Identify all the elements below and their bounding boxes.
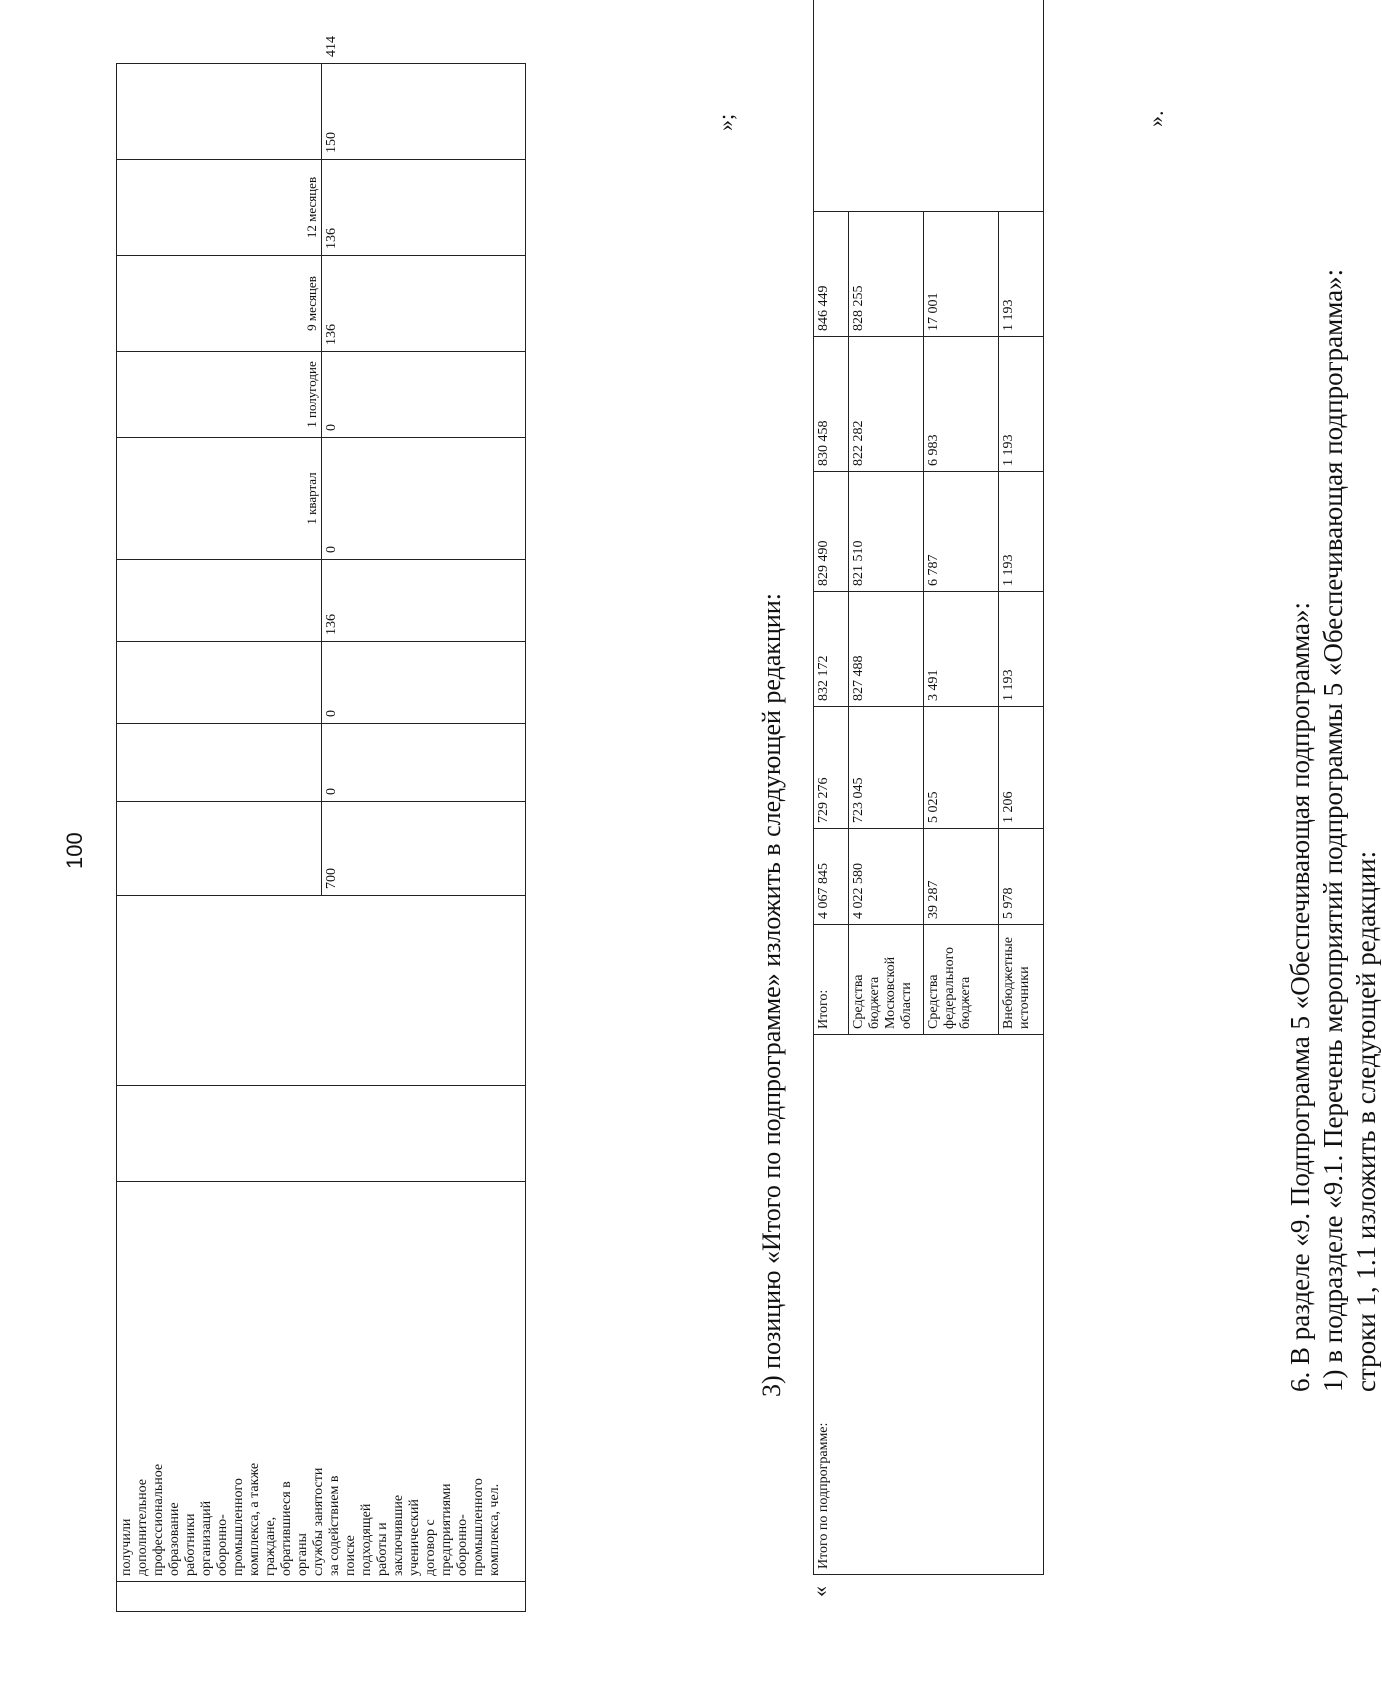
indicator-table: получили дополнительное профессиональное образование работники организаций оборонно- промышленного комплекса, а также граждане, обратившиеся в органы службы занятости за содействием в поиске подходящей работы и заключившие ученический договор с предприятиями оборонно- промышленного комплекса, чел. 1 квартал 1 полугодие 9 месяцев 12 месяцев 700 0 0 136 0 0 136 136 150 414 — [116, 63, 526, 1612]
table2-closing-mark: ». — [1143, 110, 1168, 127]
value-cell: 729 276 — [814, 707, 849, 829]
header-12m: 12 месяцев — [117, 160, 322, 256]
table-cell — [117, 802, 322, 896]
subprogram-label: Итого по подпрограмме: — [814, 1035, 1044, 1575]
table-cell — [117, 896, 526, 1086]
source-cell: Средства федерального бюджета — [924, 925, 999, 1035]
value-cell: 827 488 — [849, 592, 924, 707]
header-9m: 9 месяцев — [117, 256, 322, 352]
value-cell: 5 025 — [924, 707, 999, 829]
value-cell: 4 022 580 — [849, 829, 924, 925]
subprogram-total-table — [813, 0, 1044, 1575]
table-cell — [117, 642, 322, 724]
source-cell: Внебюджетные источники — [999, 925, 1044, 1035]
value-cell: 1 193 — [999, 472, 1044, 592]
value-y3: 136 — [321, 560, 526, 642]
value-cell: 1 193 — [999, 337, 1044, 472]
value-h1: 0 — [321, 352, 526, 438]
value-q1: 0 — [321, 438, 526, 560]
table-cell — [117, 724, 322, 802]
source-cell: Итого: — [814, 925, 849, 1035]
table2-opening-mark: « — [807, 1586, 832, 1597]
indicator-description: получили дополнительное профессиональное образование работники организаций оборонно- промышленного комплекса, а также граждане, обратившиеся в органы службы занятости за содействием в поиске подходящей работы и заключившие ученический договор с предприятиями оборонно- промышленного комплекса, чел. — [117, 1182, 526, 1582]
value-cell: 5 978 — [999, 829, 1044, 925]
value-cell: 822 282 — [849, 337, 924, 472]
paragraph-section-6: 6. В разделе «9. Подпрограмма 5 «Обеспечивающая подпрограмма»: — [1285, 602, 1315, 1392]
value-cell: 846 449 — [814, 212, 849, 337]
table-cell — [117, 64, 322, 160]
value-y2: 0 — [321, 642, 526, 724]
value-cell: 1 206 — [999, 707, 1044, 829]
value-base: 700 — [321, 802, 526, 896]
value-cell: 723 045 — [849, 707, 924, 829]
table-cell — [814, 0, 1044, 212]
value-cell: 6 983 — [924, 337, 999, 472]
source-cell: Средства бюджета Московской области — [849, 925, 924, 1035]
table-cell — [117, 1582, 526, 1612]
section-heading: 3) позицию «Итого по подпрограмме» изложить в следующей редакции: — [757, 593, 786, 1397]
value-cell: 39 287 — [924, 829, 999, 925]
table1-closing-mark: »; — [713, 113, 738, 131]
value-cell: 830 458 — [814, 337, 849, 472]
value-cell: 6 787 — [924, 472, 999, 592]
value-cell: 832 172 — [814, 592, 849, 707]
value-y1: 0 — [321, 724, 526, 802]
paragraph-rows-instruction: строки 1, 1.1 изложить в следующей редакции: — [1351, 850, 1381, 1392]
table-cell — [117, 1086, 526, 1182]
table-cell — [117, 560, 322, 642]
value-cell: 821 510 — [849, 472, 924, 592]
value-9m: 136 — [321, 256, 526, 352]
paragraph-item-1: 1) в подразделе «9.1. Перечень мероприятий подпрограммы 5 «Обеспечивающая подпрограмма»: — [1318, 268, 1348, 1392]
header-h1: 1 полугодие — [117, 352, 322, 438]
value-cell: 1 193 — [999, 592, 1044, 707]
value-cell: 4 067 845 — [814, 829, 849, 925]
value-12m: 136 — [321, 160, 526, 256]
page-number: 100 — [62, 832, 87, 869]
value-cell: 828 255 — [849, 212, 924, 337]
header-q1: 1 квартал — [117, 438, 322, 560]
value-cell: 3 491 — [924, 592, 999, 707]
value-y4: 150 — [321, 64, 526, 160]
value-cell: 1 193 — [999, 212, 1044, 337]
value-cell: 17 001 — [924, 212, 999, 337]
value-cell: 829 490 — [814, 472, 849, 592]
